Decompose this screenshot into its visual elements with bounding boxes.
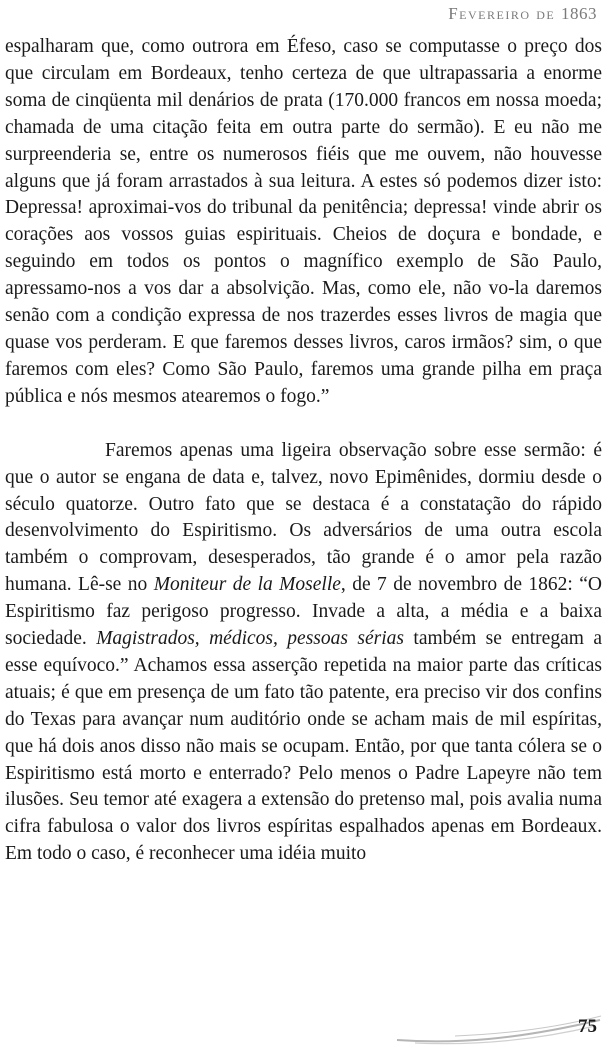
paragraph-commentary [5, 438, 602, 869]
paragraph-sermon-quote: espalharam que, como outrora em Éfeso, caso se computasse o preço dos que circulam em Bordeaux, tenho certeza de que ultrapassaria a enorme soma de cinqüenta mil denários de prata (170.000 francos em nossa moeda; chamada de uma citação feita em outra parte do sermão). E eu não me surpreenderia se, entre os numerosos fiéis que me ouvem, não houvesse alguns que já foram arrastados à sua leitura. A estes só podemos dizer isto: Depressa! aproximai-vos do tribunal da penitência; depressa! vinde abrir os corações aos vossos guias espirituais. Cheios de doçura e bondade, e seguindo em todos os pontos o magnífico exemplo de São Paulo, apressamo-nos a vos dar a absolvição. Mas, como ele, não vo-la daremos senão com a condição expressa de nos trazerdes esses livros de magia que quase vos perderam. E que faremos desses livros, caros irmãos? sim, o que faremos com eles? Como São Paulo, faremos uma grande pilha em praça pública e nós mesmos atearemos o fogo.” [5, 36, 602, 407]
page-body [5, 34, 602, 868]
page-number: 75 [578, 1016, 597, 1037]
running-header [448, 4, 597, 24]
italic-title-moniteur: Moniteur de la Moselle [153, 574, 341, 596]
footer-swoosh-ornament [395, 1010, 605, 1046]
header-month: Fevereiro de [448, 4, 556, 23]
paragraph-text: , de 7 de novembro de 1862: “O Espiritismo faz perigoso progresso. Invade a alta, a média e a baixa sociedade. [5, 574, 603, 650]
paragraph-text: também se entregam a esse equívoco.” Achamos essa asserção repetida na maior parte das críticas atuais; é que em presença de um fato tão patente, era preciso vir dos confins do Texas para avançar num auditório onde se acham mais de mil espíritas, que há dois anos disso não mais se ocupam. Então, por que tanta cólera se o Espiritismo está morto e enterrado? Pelo menos o Padre Lapeyre não tem ilusões. Seu temor até exagera a extensão do pretenso mal, pois avalia numa cifra fabulosa o valor dos livros espíritas espalhados apenas em Bordeaux. Em todo o caso, é reconhecer uma idéia muito [5, 628, 602, 865]
paragraph-text: Faremos apenas uma ligeira observação sobre esse sermão: é que o autor se engana de data e, talvez, novo Epimênides, dormiu desde o século quatorze. Outro fato que se destaca é a constatação do rápido desenvolvimento do Espiritismo. Os adversários de uma outra escola também o comprovam, desesperados, tão grande é o amor pela razão humana. Lê-se no [5, 439, 602, 596]
header-year: 1863 [561, 4, 597, 23]
italic-quote-emphasis: Magistrados, médicos, pessoas sérias [96, 628, 404, 650]
